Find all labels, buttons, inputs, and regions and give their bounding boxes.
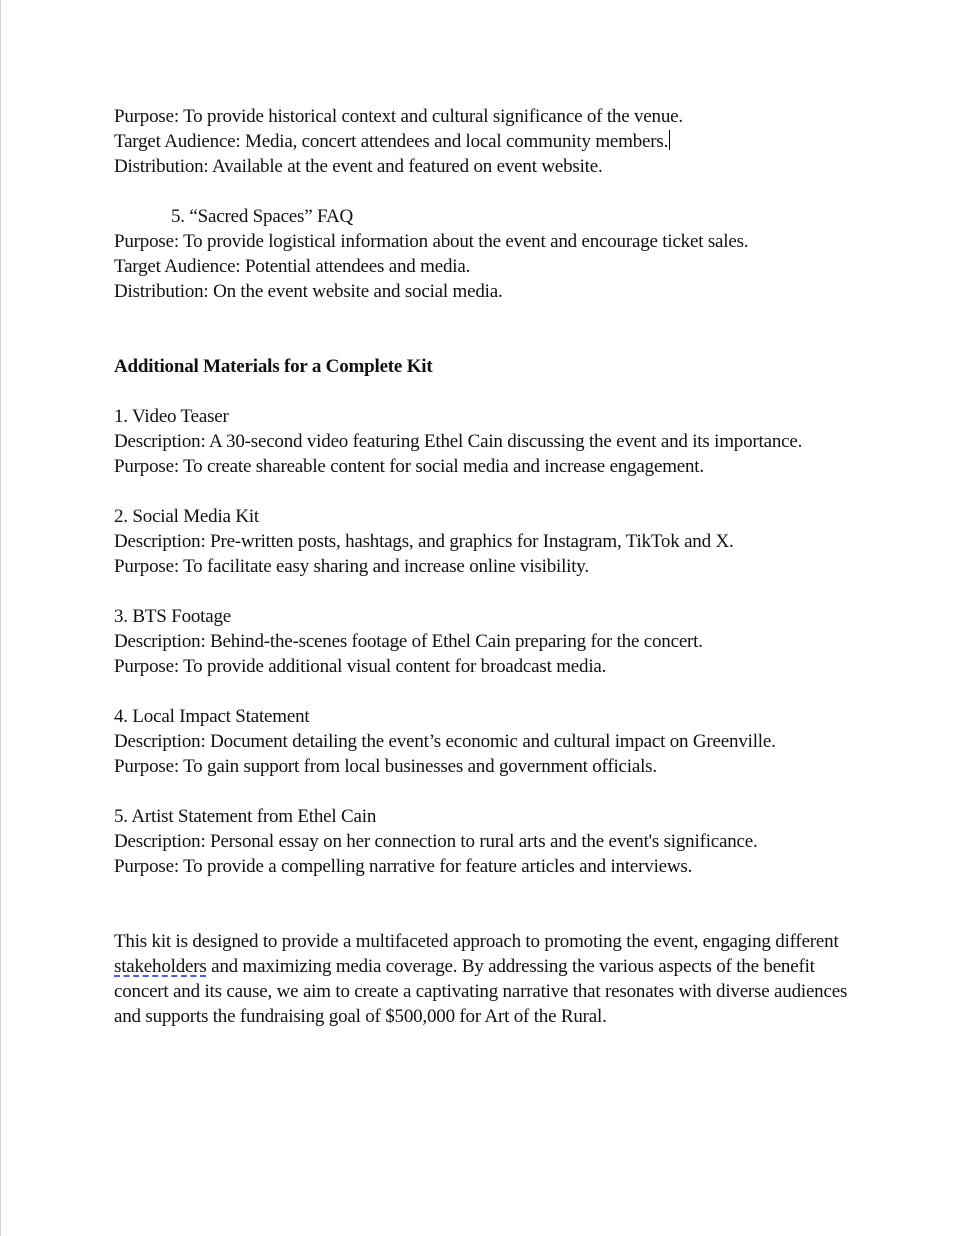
venue-distribution-line: Distribution: Available at the event and featured on event website.	[114, 156, 603, 177]
item-description: Description: Behind-the-scenes footage of Ethel Cain preparing for the concert.	[114, 631, 703, 652]
spellcheck-flagged-word[interactable]: stakeholders	[114, 956, 207, 977]
faq-title: 5. “Sacred Spaces” FAQ	[171, 206, 354, 227]
item-description: Description: Personal essay on her connection to rural arts and the event's significance.	[114, 831, 758, 852]
closing-text-part1: This kit is designed to provide a multifaceted approach to promoting the event, engaging different	[114, 931, 839, 952]
item-purpose: Purpose: To gain support from local businesses and government officials.	[114, 756, 657, 777]
document-body[interactable]	[114, 104, 874, 1029]
additional-materials-heading: Additional Materials for a Complete Kit	[114, 356, 433, 377]
venue-purpose-line: Purpose: To provide historical context and cultural significance of the venue.	[114, 106, 683, 127]
venue-audience-text: Target Audience: Media, concert attendees and local community members.	[114, 131, 669, 152]
faq-purpose-line: Purpose: To provide logistical information about the event and encourage ticket sales.	[114, 231, 749, 252]
item-purpose: Purpose: To provide additional visual content for broadcast media.	[114, 656, 607, 677]
closing-paragraph	[114, 929, 849, 1029]
faq-distribution-line: Distribution: On the event website and social media.	[114, 281, 503, 302]
item-purpose: Purpose: To facilitate easy sharing and increase online visibility.	[114, 556, 589, 577]
item-description: Description: Document detailing the event’s economic and cultural impact on Greenville.	[114, 731, 776, 752]
closing-text-part2: and maximizing media coverage. By addressing the various aspects of the benefit concert and its cause, we aim to create a captivating narrative that resonates with diverse audiences and supports the fundraising goal of $500,000 for Art of the Rural.	[114, 956, 848, 1027]
item-description: Description: Pre-written posts, hashtags, and graphics for Instagram, TikTok and X.	[114, 531, 734, 552]
item-title: 1. Video Teaser	[114, 406, 229, 427]
venue-audience-line	[114, 129, 874, 154]
item-title: 5. Artist Statement from Ethel Cain	[114, 806, 377, 827]
item-description: Description: A 30-second video featuring Ethel Cain discussing the event and its importance.	[114, 431, 803, 452]
item-title: 4. Local Impact Statement	[114, 706, 310, 727]
item-purpose: Purpose: To create shareable content for social media and increase engagement.	[114, 456, 704, 477]
text-cursor	[669, 130, 670, 150]
item-title: 3. BTS Footage	[114, 606, 232, 627]
item-purpose: Purpose: To provide a compelling narrative for feature articles and interviews.	[114, 856, 693, 877]
faq-audience-line: Target Audience: Potential attendees and media.	[114, 256, 471, 277]
item-title: 2. Social Media Kit	[114, 506, 260, 527]
